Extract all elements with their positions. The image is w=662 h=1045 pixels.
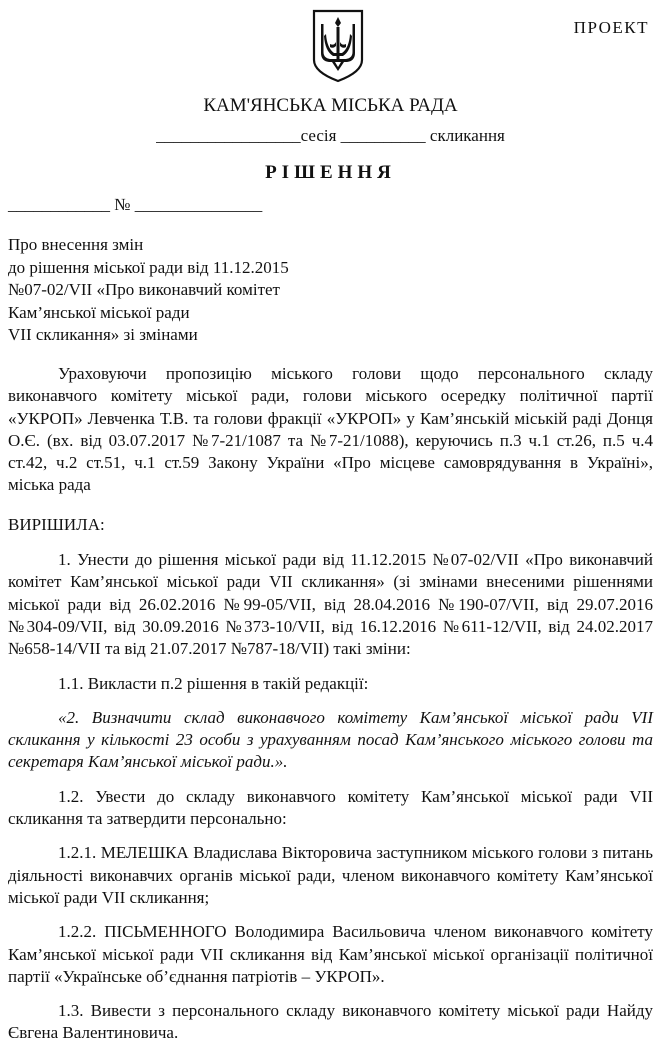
subject-line: Про внесення змін (8, 235, 144, 254)
document-page (8, 0, 653, 1043)
item-1-2-1 (8, 842, 653, 909)
item-1: 1. Унести до рішення міської ради від 11.12.2015 №07-02/VII «Про виконавчий комітет Кам’янської міської ради VII скликання» (зі змінами внесеними рішеннями міської ради від 26.02.2016 №99-05/VII, від 28.04.2016 №190-07/VII, від 29.07.2016 №304-09/VII, від 30.09.2016 №373-10/VII, від 16.12.2016 №611-12/VII, від 24.02.2017 №658-14/VII та від 21.07.2017 №787-18/VII) такі зміни: (8, 550, 653, 659)
item-text: заступником міського голови з питань діяльності виконавчих органів міської ради, членом виконавчого комітету Кам’янської міської ради VII скликання; (8, 843, 653, 907)
date-number-line: ____________ № _______________ (8, 195, 263, 214)
person-name: ПІСЬМЕННОГО Володимира Васильовича (104, 922, 426, 942)
subject-line: до рішення міської ради від 11.12.2015 (8, 257, 289, 277)
person-name: МЕЛЕШКА Владислава Вікторовича (100, 843, 372, 863)
draft-stamp: ПРОЕКТ (573, 18, 649, 37)
preamble-paragraph: Ураховуючи пропозицію міського голови щодо персонального складу виконавчого комітету міської ради, голови міського осередку політичної партії «УКРОП» Левченка Т.В. та голови фракції «УКРОП» у Кам’янській міській раді Донця О.Є. (вх. від 03.07.2017 №7-21/1087 та №7-21/1088), керуючись п.3 ч.1 ст.26, п.5 ч.4 ст.42, ч.2 ст.51, ч.1 ст.59 Закону України «Про місцеве самоврядування в Україні», міська рада (8, 364, 653, 495)
council-name: КАМ'ЯНСЬКА МІСЬКА РАДА (203, 95, 458, 116)
item-1-1-quote: «2. Визначити склад виконавчого комітету Кам’янської міської ради VII скликання у кількості 23 особи з урахуванням посад Кам’янського міського голови та секретаря Кам’янської міської ради.». (8, 707, 653, 772)
item-number: 1.2.1. (58, 843, 97, 863)
item-1-2: 1.2. Увести до складу виконавчого комітету Кам’янської міської ради VII скликання та затвердити персонально: (8, 786, 653, 829)
subject-line: VII скликання» зі змінами (8, 325, 198, 344)
item-1-2-2 (8, 921, 653, 988)
subject-line: Кам’янської міської ради (8, 302, 190, 322)
decision-subject (8, 234, 289, 347)
item-1-3: 1.3. Вивести з персонального складу виконавчого комітету міської ради Найду Євгена Валентиновича. (8, 1001, 653, 1043)
decision-title: РІШЕННЯ (265, 162, 396, 183)
decision-body (8, 363, 653, 1045)
item-1-1: 1.1. Викласти п.2 рішення в такій редакції: (58, 673, 369, 693)
item-number: 1.2.2. (58, 922, 97, 942)
subject-line: №07-02/VII «Про виконавчий комітет (8, 280, 280, 299)
resolved-heading: ВИРІШИЛА: (8, 514, 105, 534)
item-text: членом виконавчого комітету Кам’янської міської ради VII скликання від Кам’янської міської організації політичної партії «Українське об’єднання патріотів – УКРОП». (8, 922, 653, 986)
trident-emblem-icon (310, 8, 366, 84)
session-line: _________________сесія __________ скликання (156, 126, 505, 145)
